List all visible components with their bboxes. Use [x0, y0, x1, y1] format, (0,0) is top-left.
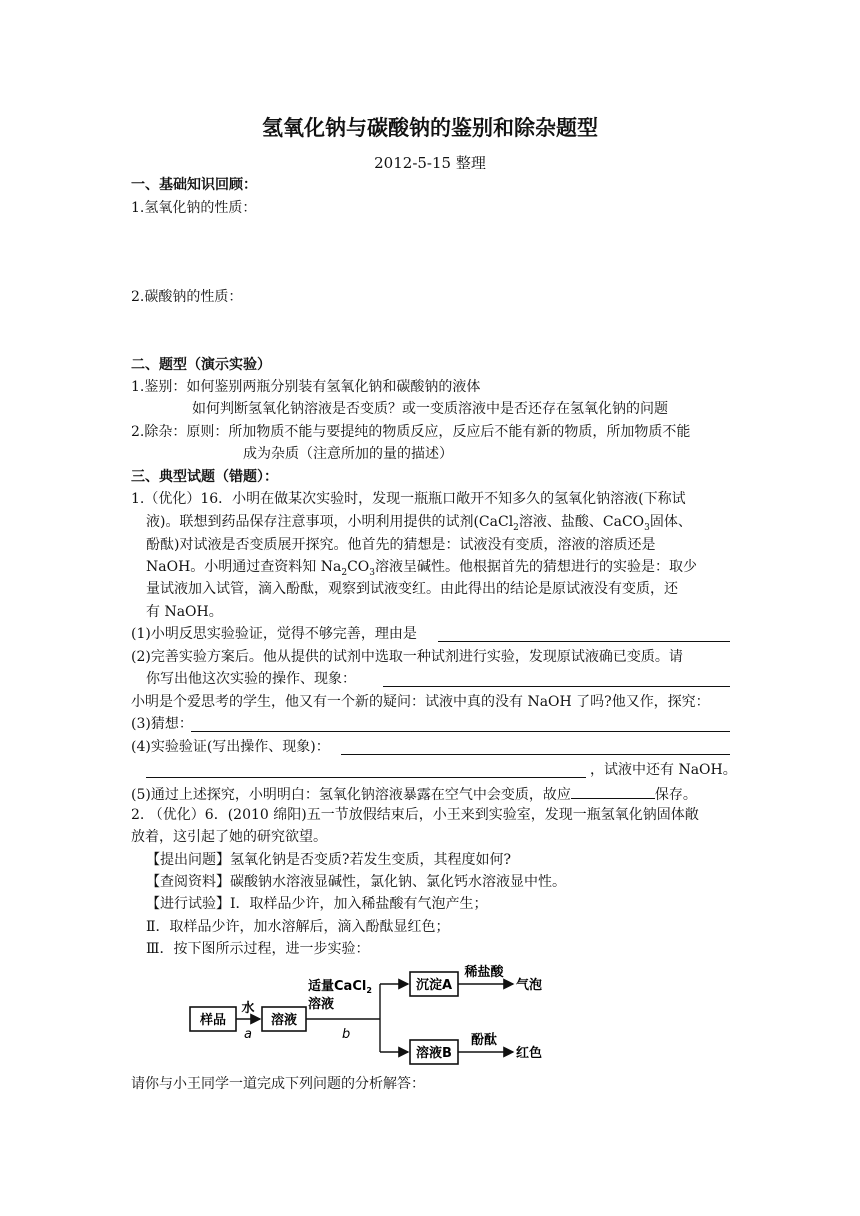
q2-line-5: 【进行试验】Ⅰ．取样品少许，加入稀盐酸有气泡产生；	[146, 896, 488, 912]
answer-blank-4b[interactable]	[146, 777, 586, 778]
answer-blank-2[interactable]	[383, 686, 730, 687]
sec2-line-3: 2.除杂：原则：所加物质不能与要提纯的物质反应，反应后不能有新的物质，所加物质不能	[131, 424, 691, 440]
q1-part-3: (3)猜想：	[131, 716, 193, 732]
q1-part-4-end: ，试液中还有 NaOH。	[590, 762, 737, 778]
answer-blank-3[interactable]	[191, 731, 730, 732]
step-a-label: a	[244, 1027, 252, 1042]
date-line: 2012-5-15 整理	[374, 154, 486, 172]
answer-blank-4[interactable]	[341, 754, 730, 755]
sec2-line-2: 如何判断氢氧化钠溶液是否变质？或一变质溶液中是否还存在氢氧化钠的问题	[192, 401, 668, 417]
q1-line-3: 酚酞)对试液是否变质展开探究。他首先的猜想是：试液没有变质，溶液的溶质还是	[146, 537, 656, 553]
q1-part-2c: 小明是个爱思考的学生，他又有一个新的疑问：试液中真的没有 NaOH 了吗?他又作，探究：	[131, 694, 710, 710]
solution-b-label: 溶液B	[416, 1046, 452, 1061]
q2-line-2: 放着，这引起了她的研究欲望。	[131, 829, 327, 845]
phenolphthalein-label: 酚酞	[470, 1033, 498, 1048]
section3-heading: 三、典型试题（错题）：	[131, 469, 278, 485]
experiment-flow-diagram	[180, 960, 560, 1065]
q2-line-1: 2. （优化）6．(2010 绵阳)五一节放假结束后，小王来到实验室，发现一瓶氢氧化钠固体敞	[131, 807, 699, 823]
sample-label: 样品	[199, 1013, 227, 1028]
page-title: 氢氧化钠与碳酸钠的鉴别和除杂题型	[262, 116, 598, 140]
q2-line-3: 【提出问题】氢氧化钠是否变质?若发生变质，其程度如何?	[146, 852, 512, 868]
reagent-solution-label: 溶液	[308, 997, 335, 1012]
q1-part-2a: (2)完善实验方案后。他从提供的试剂中选取一种试剂进行实验，发现原试液确已变质。请	[131, 649, 683, 665]
section2-heading: 二、题型（演示实验）	[131, 357, 271, 373]
sec1-item-na2co3: 2.碳酸钠的性质：	[131, 289, 243, 305]
precipitate-a-label: 沉淀A	[415, 978, 453, 993]
answer-blank-1[interactable]	[438, 641, 730, 642]
hcl-label: 稀盐酸	[464, 965, 504, 980]
red-label: 红色	[516, 1046, 543, 1061]
q2-line-8: 请你与小王同学一道完成下列问题的分析解答：	[131, 1076, 425, 1092]
q1-line-4: NaOH。小明通过查资料知 $Na_2CO_3$溶液呈碱性。他根据首先的猜想进行的实验是：取少	[146, 559, 698, 578]
q2-line-7: Ⅲ．按下图所示过程，进一步实验：	[146, 941, 370, 957]
answer-blank-5[interactable]	[571, 783, 655, 799]
q1-part-1: (1)小明反思实验验证，觉得不够完善，理由是	[131, 626, 417, 642]
q1-part-4: (4)实验验证(写出操作、现象)：	[131, 739, 330, 755]
step-b-label: b	[342, 1027, 351, 1042]
q2-line-4: 【查阅资料】碳酸钠水溶液显碱性，氯化钠、氯化钙水溶液显中性。	[146, 874, 566, 890]
sec1-item-naoh: 1.氢氧化钠的性质：	[131, 200, 257, 216]
bubbles-label: 气泡	[516, 978, 543, 993]
reagent-label: 适量CaCl$_2$	[308, 979, 372, 995]
q1-line-1: 1.（优化）16．小明在做某次实验时，发现一瓶瓶口敞开不知多久的氢氧化钠溶液(下称试	[131, 491, 686, 507]
q2-line-6: Ⅱ．取样品少许，加水溶解后，滴入酚酞显红色；	[146, 919, 450, 935]
q1-line-6: 有 NaOH。	[146, 604, 223, 620]
sec2-line-1: 1.鉴别：如何鉴别两瓶分别装有氢氧化钠和碳酸钠的液体	[131, 379, 481, 395]
water-label: 水	[241, 1001, 255, 1016]
section1-heading: 一、基础知识回顾：	[131, 177, 257, 193]
solution-label: 溶液	[270, 1013, 298, 1028]
q1-part-2b: 你写出他这次实验的操作、现象：	[146, 671, 356, 687]
q1-line-5: 量试液加入试管，滴入酚酞，观察到试液变红。由此得出的结论是原试液没有变质，还	[146, 581, 678, 597]
sec2-line-4: 成为杂质（注意所加的量的描述）	[243, 446, 453, 462]
q1-part-5: (5)通过上述探究，小明明白：氢氧化钠溶液暴露在空气中会变质，故应 保存。	[131, 783, 697, 805]
q1-line-2: 液)。联想到药品保存注意事项，小明利用提供的试剂(CaCl$_2$溶液、盐酸、CaCO$_3$固体、	[146, 514, 692, 533]
